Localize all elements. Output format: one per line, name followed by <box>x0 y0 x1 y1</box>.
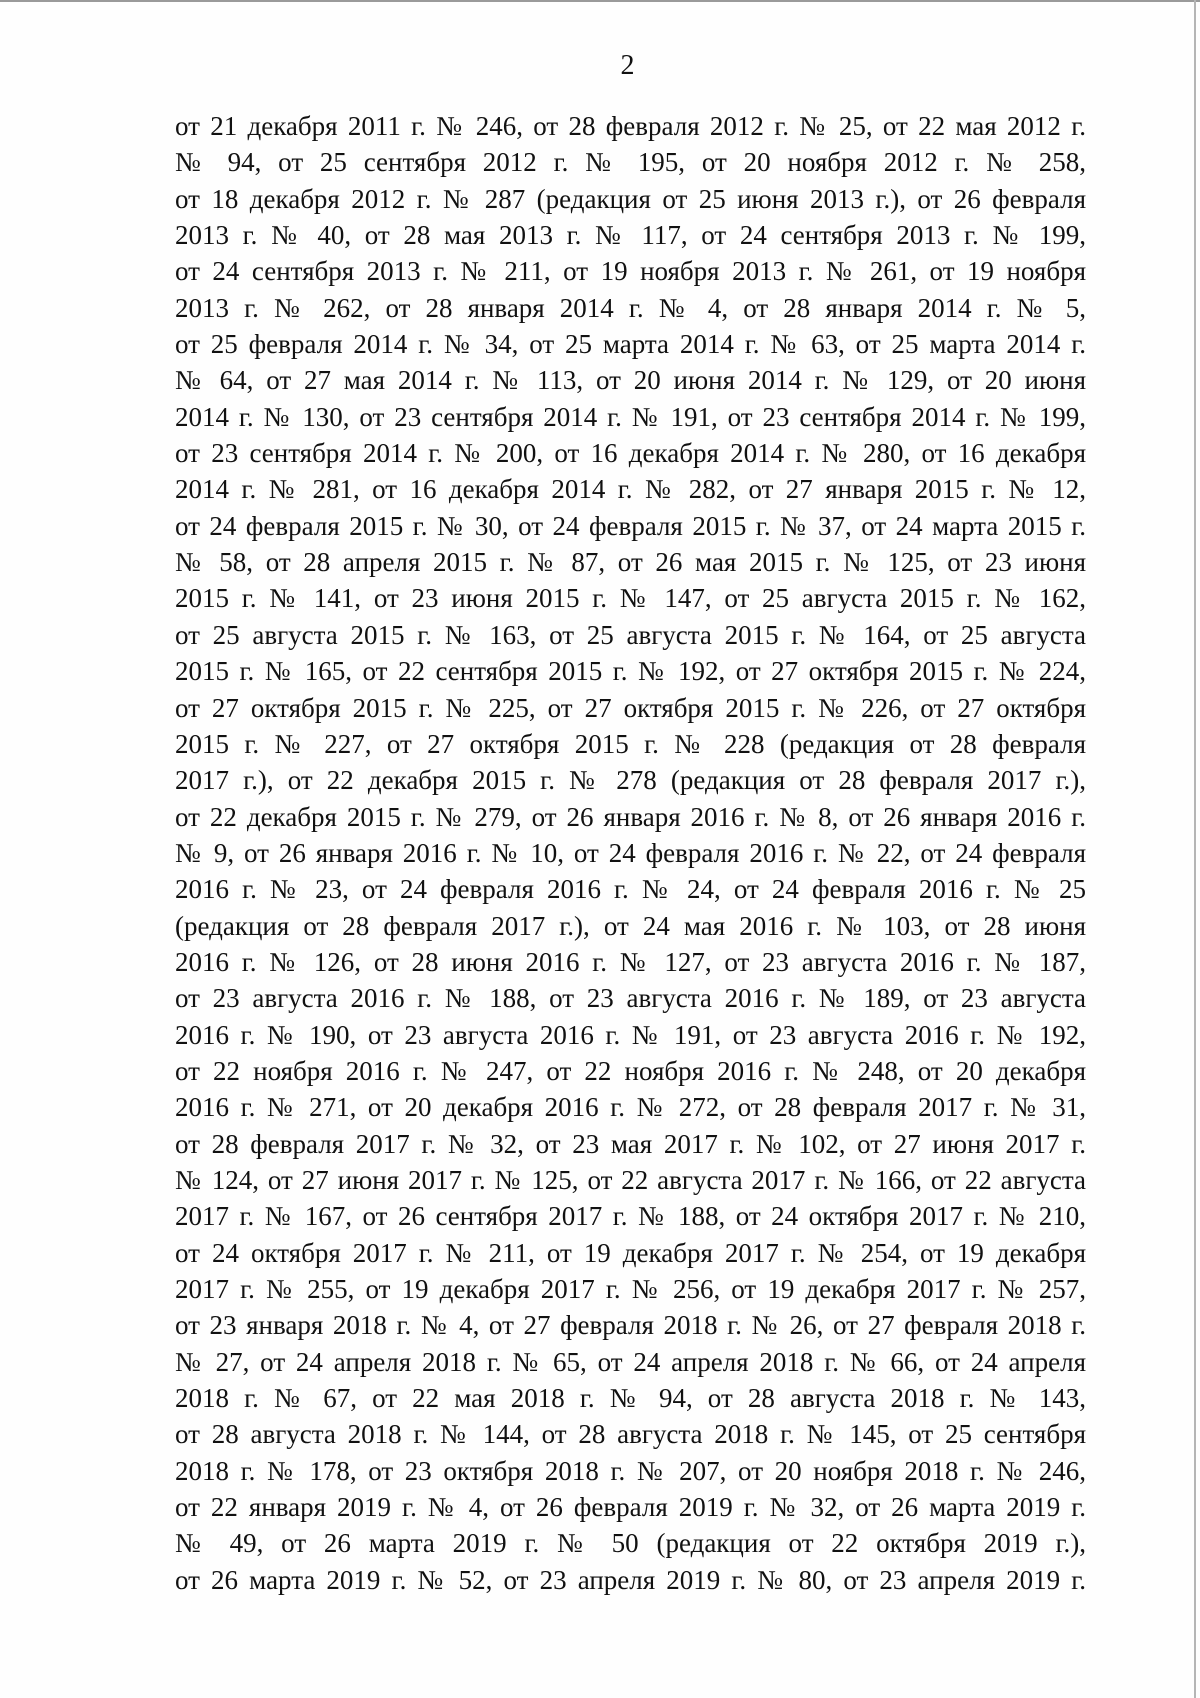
text-line: № 9, от 26 января 2016 г. № 10, от 24 февраля 2016 г. № 22, от 24 февраля <box>175 837 1086 868</box>
text-line: 2017 г. № 255, от 19 декабря 2017 г. № 256, от 19 декабря 2017 г. № 257, <box>175 1274 1086 1304</box>
text-line: от 24 февраля 2015 г. № 30, от 24 февраля 2015 г. № 37, от 24 марта 2015 г. <box>175 510 1086 541</box>
text-line: 2018 г. № 67, от 22 мая 2018 г. № 94, от 28 августа 2018 г. № 143, <box>175 1383 1086 1414</box>
text-line: от 23 августа 2016 г. № 188, от 23 августа 2016 г. № 189, от 23 августа <box>175 983 1086 1014</box>
text-line: № 27, от 24 апреля 2018 г. № 65, от 24 апреля 2018 г. № 66, от 24 апреля <box>175 1346 1086 1377</box>
text-line: 2016 г. № 23, от 24 февраля 2016 г. № 24, от 24 февраля 2016 г. № 25 <box>175 874 1086 905</box>
text-line: от 23 сентября 2014 г. № 200, от 16 декабря 2014 г. № 280, от 16 декабря <box>175 438 1086 469</box>
text-line: 2015 г. № 227, от 27 октября 2015 г. № 228 (редакция от 28 февраля <box>175 728 1086 759</box>
scan-edge-top <box>0 0 1200 2</box>
text-line: от 22 января 2019 г. № 4, от 26 февраля 2019 г. № 32, от 26 марта 2019 г. <box>175 1492 1086 1523</box>
text-line: от 28 августа 2018 г. № 144, от 28 августа 2018 г. № 145, от 25 сентября <box>175 1419 1086 1450</box>
text-line: от 21 декабря 2011 г. № 246, от 28 февраля 2012 г. № 25, от 22 мая 2012 г. <box>175 111 1086 141</box>
text-line: № 94, от 25 сентября 2012 г. № 195, от 20 ноября 2012 г. № 258, <box>175 147 1086 178</box>
text-line: 2014 г. № 130, от 23 сентября 2014 г. № 191, от 23 сентября 2014 г. № 199, <box>175 401 1086 432</box>
text-line: от 22 ноября 2016 г. № 247, от 22 ноября 2016 г. № 248, от 20 декабря <box>175 1055 1086 1086</box>
text-line: 2015 г. № 141, от 23 июня 2015 г. № 147, от 25 августа 2015 г. № 162, <box>175 583 1086 614</box>
text-line: от 24 сентября 2013 г. № 211, от 19 ноября 2013 г. № 261, от 19 ноября <box>175 256 1086 287</box>
text-line: 2013 г. № 262, от 28 января 2014 г. № 4, от 28 января 2014 г. № 5, <box>175 292 1086 323</box>
text-line: 2017 г. № 167, от 26 сентября 2017 г. № 188, от 24 октября 2017 г. № 210, <box>175 1201 1086 1232</box>
text-line: № 64, от 27 мая 2014 г. № 113, от 20 июня 2014 г. № 129, от 20 июня <box>175 365 1086 396</box>
text-line: 2014 г. № 281, от 16 декабря 2014 г. № 282, от 27 января 2015 г. № 12, <box>175 474 1086 505</box>
text-line: от 28 февраля 2017 г. № 32, от 23 мая 2017 г. № 102, от 27 июня 2017 г. <box>175 1128 1086 1159</box>
text-line: (редакция от 28 февраля 2017 г.), от 24 мая 2016 г. № 103, от 28 июня <box>175 910 1086 941</box>
text-line: № 58, от 28 апреля 2015 г. № 87, от 26 мая 2015 г. № 125, от 23 июня <box>175 547 1086 578</box>
text-line: от 25 февраля 2014 г. № 34, от 25 марта 2014 г. № 63, от 25 марта 2014 г. <box>175 329 1086 360</box>
body-text <box>175 108 1086 1598</box>
text-line: 2013 г. № 40, от 28 мая 2013 г. № 117, от 24 сентября 2013 г. № 199, <box>175 220 1086 251</box>
page-number: 2 <box>620 50 635 81</box>
text-line: от 26 марта 2019 г. № 52, от 23 апреля 2019 г. № 80, от 23 апреля 2019 г. <box>175 1564 1086 1595</box>
scan-edge-right <box>1194 0 1196 1698</box>
text-line: от 24 октября 2017 г. № 211, от 19 декабря 2017 г. № 254, от 19 декабря <box>175 1237 1086 1268</box>
text-line: 2018 г. № 178, от 23 октября 2018 г. № 207, от 20 ноября 2018 г. № 246, <box>175 1455 1086 1486</box>
text-line: от 22 декабря 2015 г. № 279, от 26 января 2016 г. № 8, от 26 января 2016 г. <box>175 801 1086 832</box>
text-line: от 25 августа 2015 г. № 163, от 25 августа 2015 г. № 164, от 25 августа <box>175 619 1086 650</box>
text-line: от 23 января 2018 г. № 4, от 27 февраля 2018 г. № 26, от 27 февраля 2018 г. <box>175 1310 1086 1341</box>
text-line: № 124, от 27 июня 2017 г. № 125, от 22 августа 2017 г. № 166, от 22 августа <box>175 1164 1086 1195</box>
text-line: от 18 декабря 2012 г. № 287 (редакция от 25 июня 2013 г.), от 26 февраля <box>175 183 1086 214</box>
text-line: 2016 г. № 271, от 20 декабря 2016 г. № 272, от 28 февраля 2017 г. № 31, <box>175 1092 1086 1123</box>
text-line: от 27 октября 2015 г. № 225, от 27 октября 2015 г. № 226, от 27 октября <box>175 692 1086 723</box>
text-line: 2016 г. № 126, от 28 июня 2016 г. № 127, от 23 августа 2016 г. № 187, <box>175 946 1086 977</box>
text-line: 2015 г. № 165, от 22 сентября 2015 г. № 192, от 27 октября 2015 г. № 224, <box>175 656 1086 687</box>
text-line: 2016 г. № 190, от 23 августа 2016 г. № 191, от 23 августа 2016 г. № 192, <box>175 1019 1086 1050</box>
text-line: № 49, от 26 марта 2019 г. № 50 (редакция от 22 октября 2019 г.), <box>175 1528 1086 1559</box>
text-line: 2017 г.), от 22 декабря 2015 г. № 278 (редакция от 28 февраля 2017 г.), <box>175 765 1086 796</box>
